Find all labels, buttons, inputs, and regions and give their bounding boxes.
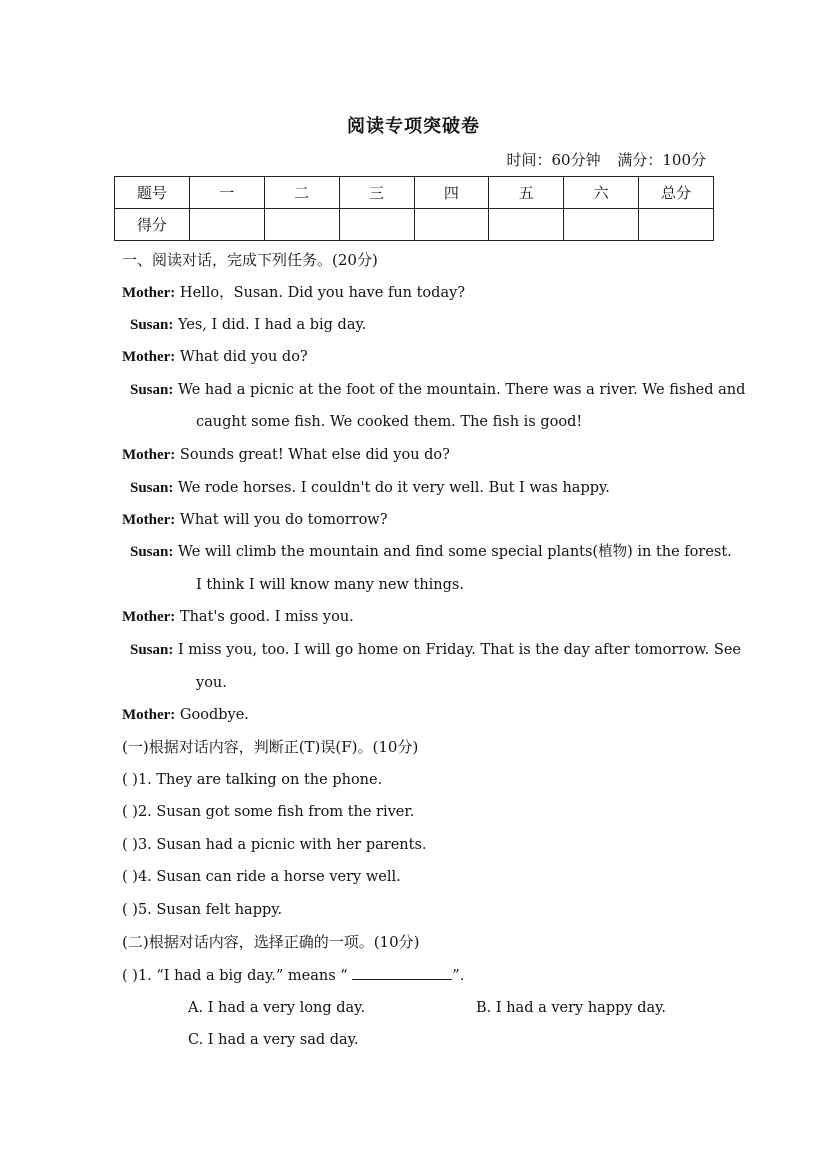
utterance: We rode horses. I couldn't do it very well. But I was happy. [177,480,610,496]
utterance: We had a picnic at the foot of the mountain. There was a river. We fished and [177,382,746,398]
tf-question [122,835,427,855]
utterance: Goodbye. [179,707,249,723]
dialogue-line [122,510,387,530]
dialogue-line [130,640,741,660]
header-cell: 总分 [639,177,714,209]
dialogue-line [130,380,745,400]
dialogue-line [122,705,249,725]
header-cell: 四 [414,177,489,209]
utterance: Yes, I did. I had a big day. [177,317,367,333]
fill-blank-line[interactable] [352,965,452,980]
answer-blank[interactable]: ( ) [122,902,138,918]
header-cell: 六 [564,177,639,209]
dialogue-line [122,445,450,465]
answer-blank[interactable]: ( ) [122,869,138,885]
tf-question [122,770,382,790]
utterance: What will you do tomorrow? [179,512,388,528]
utterance: Sounds great! What else did you do? [179,447,450,463]
header-cell: 一 [189,177,264,209]
dialogue-continuation: you. [196,675,227,691]
mc-question [122,965,464,986]
speaker: Susan: [130,317,174,333]
score-cell[interactable] [264,209,339,241]
question-text: 2. Susan got some fish from the river. [137,804,415,820]
answer-blank[interactable]: ( ) [122,837,138,853]
question-stem: 1. “I had a big day.” means “ [137,968,353,984]
dialogue-continuation: caught some fish. We cooked them. The fish is good! [196,414,583,430]
part1-heading: (一)根据对话内容，判断正(T)误(F)。(10分) [122,738,419,756]
option-c[interactable]: C. I had a very sad day. [188,1032,359,1048]
time-limit: 时间：60分钟 [506,151,601,169]
speaker: Mother: [122,349,176,365]
score-table-header-row [115,177,714,209]
part2-heading: (二)根据对话内容，选择正确的一项。(10分) [122,933,420,951]
exam-meta [494,149,706,170]
speaker: Mother: [122,285,176,301]
score-cell[interactable] [639,209,714,241]
utterance: Hello，Susan. Did you have fun today? [179,285,466,301]
score-table [114,176,714,241]
dialogue-line [122,607,354,627]
dialogue-line [130,478,610,498]
utterance: We will climb the mountain and find some special plants(植物) in the forest. [177,544,732,560]
question-text: 5. Susan felt happy. [137,902,283,918]
score-cell[interactable] [564,209,639,241]
utterance: What did you do? [179,349,308,365]
speaker: Mother: [122,512,176,528]
tf-question [122,867,401,887]
utterance: I miss you, too. I will go home on Friday. That is the day after tomorrow. See [177,642,741,658]
speaker: Susan: [130,544,174,560]
score-table-score-row [115,209,714,241]
utterance: That's good. I miss you. [179,609,354,625]
answer-blank[interactable]: ( ) [122,772,138,788]
section1-heading: 一、阅读对话，完成下列任务。(20分) [122,251,378,269]
speaker: Susan: [130,382,174,398]
dialogue-continuation: I think I will know many new things. [196,577,464,593]
speaker: Mother: [122,447,176,463]
speaker: Susan: [130,642,174,658]
score-cell[interactable] [339,209,414,241]
page-title: 阅读专项突破卷 [347,116,480,137]
answer-blank[interactable]: ( ) [122,804,138,820]
tf-question [122,802,414,822]
header-cell: 五 [489,177,564,209]
question-text: 3. Susan had a picnic with her parents. [137,837,427,853]
speaker: Susan: [130,480,174,496]
dialogue-line [122,283,465,303]
answer-blank[interactable]: ( ) [122,968,138,984]
header-cell: 三 [339,177,414,209]
dialogue-line [130,315,366,335]
question-stem-end: ”. [452,968,465,984]
dialogue-line [122,347,308,367]
score-cell[interactable] [414,209,489,241]
question-text: 1. They are talking on the phone. [137,772,383,788]
dialogue-line [130,542,732,562]
header-cell: 题号 [115,177,190,209]
option-b[interactable]: B. I had a very happy day. [476,1000,666,1016]
speaker: Mother: [122,707,176,723]
option-a[interactable]: A. I had a very long day. [188,1000,366,1016]
score-cell[interactable] [489,209,564,241]
score-cell[interactable] [189,209,264,241]
header-cell: 二 [264,177,339,209]
full-score: 满分：100分 [617,151,706,169]
row-label: 得分 [115,209,190,241]
question-text: 4. Susan can ride a horse very well. [137,869,401,885]
tf-question [122,900,282,920]
speaker: Mother: [122,609,176,625]
